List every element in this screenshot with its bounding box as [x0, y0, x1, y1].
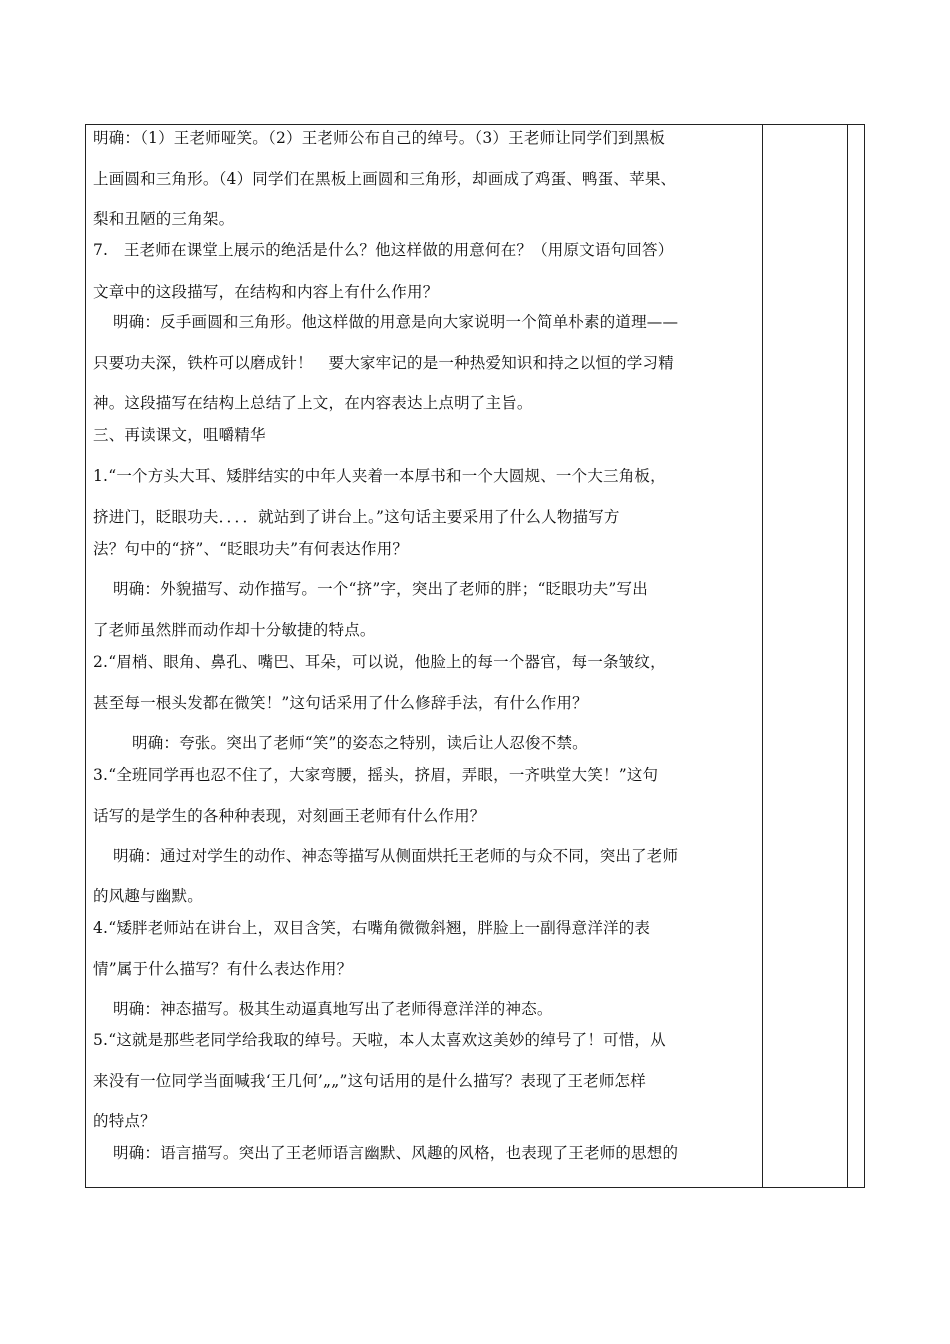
- text-line: 2.“眉梢、眼角、鼻孔、嘴巴、耳朵，可以说，他脸上的每一个器官，每一条皱纹，: [93, 653, 666, 671]
- text-line: 明确：（1）王老师哑笑。（2）王老师公布自己的绰号。（3）王老师让同学们到黑板: [93, 129, 666, 147]
- text-line: 来没有一位同学当面喊我‘王几何’„„”这句话用的是什么描写？表现了王老师怎样: [93, 1072, 646, 1090]
- text-line: 3.“全班同学再也忍不住了，大家弯腰，摇头，挤眉，弄眼，一齐哄堂大笑！”这句: [93, 766, 659, 784]
- text-line: 明确：神态描写。极其生动逼真地写出了老师得意洋洋的神态。: [113, 1000, 553, 1018]
- text-line: 5.“这就是那些老同学给我取的绰号。天啦，本人太喜欢这美妙的绰号了！可惜，从: [93, 1031, 666, 1049]
- text-line: 三、再读课文，咀嚼精华: [93, 426, 266, 444]
- text-line: 法？句中的“挤”、“眨眼功夫”有何表达作用？: [93, 540, 409, 558]
- text-line: 明确：反手画圆和三角形。他这样做的用意是向大家说明一个简单朴素的道理——: [113, 313, 679, 331]
- text-line: 1.“一个方头大耳、矮胖结实的中年人夹着一本厚书和一个大圆规、一个大三角板，: [93, 467, 666, 485]
- text-line: 明确：通过对学生的动作、神态等描写从侧面烘托王老师的与众不同，突出了老师: [113, 847, 679, 865]
- text-line: 明确：外貌描写、动作描写。一个“挤”字，突出了老师的胖；“眨眼功夫”写出: [113, 580, 648, 598]
- notes-column: [763, 125, 848, 1187]
- text-line: 明确：夸张。突出了老师“笑”的姿态之特别，读后让人忍俊不禁。: [132, 734, 588, 752]
- text-line: 4.“矮胖老师站在讲台上，双目含笑，右嘴角微微斜翘，胖脸上一副得意洋洋的表: [93, 919, 651, 937]
- text-line: 上画圆和三角形。（4）同学们在黑板上画圆和三角形，却画成了鸡蛋、鸭蛋、苹果、: [93, 170, 677, 188]
- text-line: 梨和丑陋的三角架。: [93, 210, 235, 228]
- margin-column: [848, 125, 864, 1187]
- text-line: 甚至每一根头发都在微笑！”这句话采用了什么修辞手法，有什么作用？: [93, 694, 588, 712]
- text-line: 挤进门，眨眼功夫．．．．就站到了讲台上。”这句话主要采用了什么人物描写方: [93, 508, 620, 526]
- text-line: 明确：语言描写。突出了王老师语言幽默、风趣的风格，也表现了王老师的思想的: [113, 1144, 679, 1162]
- text-line: 了老师虽然胖而动作却十分敏捷的特点。: [93, 621, 376, 639]
- text-line: 7. 王老师在课堂上展示的绝活是什么？他这样做的用意何在？（用原文语句回答）: [93, 241, 674, 259]
- text-line: 话写的是学生的各种种表现，对刻画王老师有什么作用？: [93, 807, 486, 825]
- lesson-table: [85, 124, 865, 1188]
- text-line: 情”属于什么描写？有什么表达作用？: [93, 960, 353, 978]
- content-column: [86, 125, 763, 1187]
- text-line: 神。这段描写在结构上总结了上文，在内容表达上点明了主旨。: [93, 394, 533, 412]
- text-line: 的风趣与幽默。: [93, 887, 203, 905]
- text-line: 只要功夫深，铁杵可以磨成针！ 要大家牢记的是一种热爱知识和持之以恒的学习精: [93, 354, 674, 372]
- text-line: 的特点？: [93, 1112, 156, 1130]
- text-line: 文章中的这段描写，在结构和内容上有什么作用？: [93, 283, 439, 301]
